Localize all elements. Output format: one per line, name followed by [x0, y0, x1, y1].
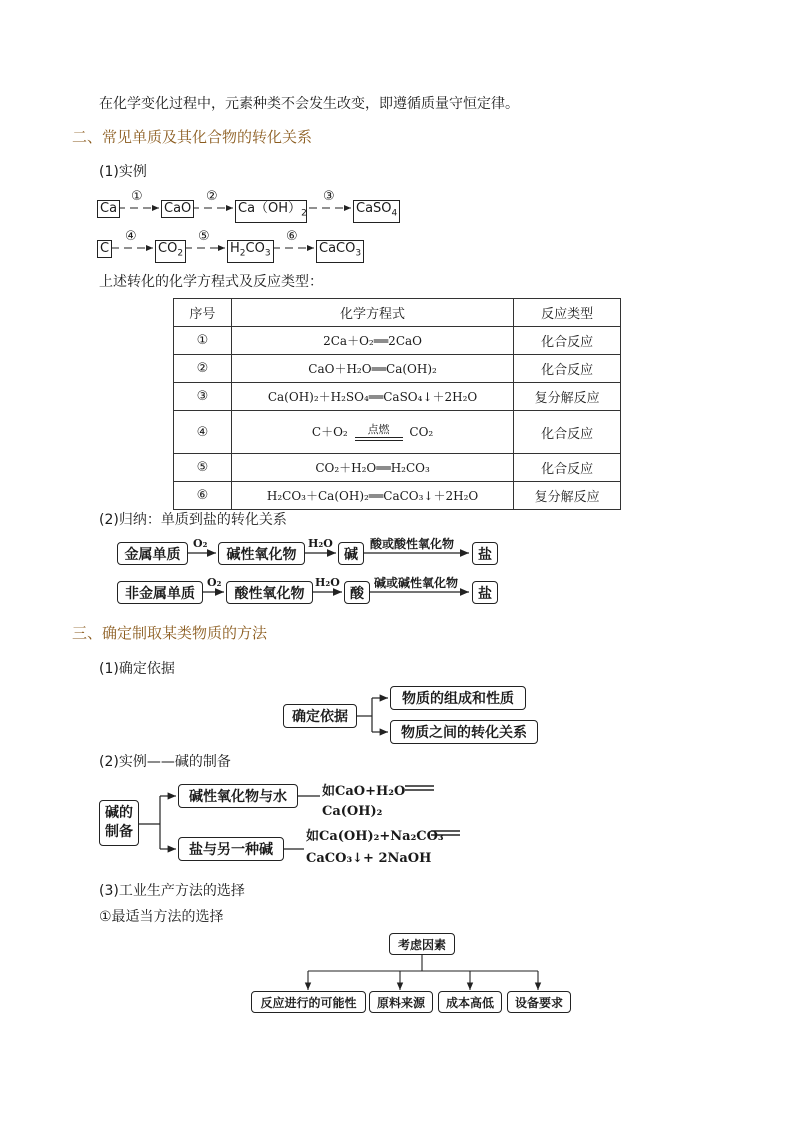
table-intro: 上述转化的化学方程式及反应类型：: [99, 274, 323, 290]
flow-metal-box-2: 碱性氧化物: [218, 542, 305, 565]
base-prep-root-box: [99, 800, 139, 846]
intro-text: 在化学变化过程中，元素种类不会发生改变，即遵循质量守恒定律。: [99, 96, 519, 112]
chain2-step-4: ④: [125, 229, 137, 244]
row-equation: Ca(OH)₂＋H₂SO₄══CaSO₄↓＋2H₂O: [231, 383, 513, 411]
row-no: ②: [174, 355, 232, 383]
chain2-item-caco3: CaCO$_3$: [316, 240, 364, 263]
row-no: ④: [174, 411, 232, 454]
factor-box-1: 反应进行的可能性: [251, 991, 366, 1013]
flow-nonmetal-label-1: O₂: [207, 576, 222, 589]
factor-box-3: 成本高低: [438, 991, 502, 1013]
basis-root-box: 确定依据: [283, 704, 357, 728]
row-equation: 2Ca＋O₂══2CaO: [231, 327, 513, 355]
chain2-step-5: ⑤: [198, 229, 210, 244]
table-row: [174, 327, 621, 355]
chain1-item-caso4: CaSO$_4$: [353, 200, 400, 223]
table-row: [174, 454, 621, 482]
chain1-step-1: ①: [131, 189, 143, 204]
summary-label: (2)归纳：单质到盐的转化关系: [99, 512, 287, 528]
flow-nonmetal-box-1: 非金属单质: [117, 581, 203, 604]
row-type: 化合反应: [514, 454, 621, 482]
chain2-item-h2co3: $H_2CO_3$: [227, 240, 274, 263]
eq-left: C＋O₂: [311, 425, 348, 439]
eq-right: CO₂: [409, 425, 434, 439]
row-no: ⑥: [174, 482, 232, 510]
base-prep-branch-1: 碱性氧化物与水: [178, 784, 298, 808]
row-type: 复分解反应: [514, 383, 621, 411]
base-prep-eq2-line2: CaCO₃↓+ 2NaOH: [306, 851, 432, 866]
header-equation: 化学方程式: [231, 299, 513, 327]
flow-metal-label-3: 酸或酸性氧化物: [370, 537, 455, 551]
factor-box-2: 原料来源: [369, 991, 433, 1013]
chain1-item-caoh2: $Ca(OH)_2$: [235, 200, 307, 223]
chain1-item-ca: Ca: [97, 200, 120, 218]
table-header-row: [174, 299, 621, 327]
row-equation: H₂CO₃＋Ca(OH)₂══CaCO₃↓＋2H₂O: [231, 482, 513, 510]
chain2-step-6: ⑥: [286, 229, 298, 244]
basis-label: (1)确定依据: [99, 661, 175, 677]
flow-metal-box-1: 金属单质: [117, 542, 188, 565]
flow-metal-label-2: H₂O: [308, 537, 333, 550]
row-equation: [231, 411, 513, 454]
flow-nonmetal-label-2: H₂O: [315, 576, 340, 589]
condition-arrow: [355, 424, 403, 441]
flow-nonmetal-box-2: 酸性氧化物: [226, 581, 313, 604]
header-type: 反应类型: [514, 299, 621, 327]
header-no: 序号: [174, 299, 232, 327]
chain1-item-cao: CaO: [161, 200, 194, 218]
table-row: [174, 355, 621, 383]
table-row: [174, 383, 621, 411]
flow-nonmetal-box-3: 酸: [344, 581, 370, 604]
example-label: (1)实例: [99, 164, 147, 180]
flow-metal-box-3: 碱: [338, 542, 364, 565]
reaction-table: [173, 298, 621, 510]
row-equation: CaO＋H₂O══Ca(OH)₂: [231, 355, 513, 383]
base-prep-branch-2: 盐与另一种碱: [178, 837, 284, 861]
chain2-item-c: C: [97, 240, 112, 258]
basis-branch-2: 物质之间的转化关系: [390, 720, 538, 744]
base-prep-eq1-line2: Ca(OH)₂: [322, 804, 383, 819]
base-prep-eq1-line1: 如CaO+H₂O: [322, 784, 406, 799]
basis-branch-1: 物质的组成和性质: [390, 686, 526, 710]
row-type: 复分解反应: [514, 482, 621, 510]
section2-heading: 二、常见单质及其化合物的转化关系: [72, 128, 313, 146]
row-type: 化合反应: [514, 327, 621, 355]
row-no: ③: [174, 383, 232, 411]
root-line-1: 碱的: [105, 805, 133, 821]
factors-root-box: 考虑因素: [389, 933, 455, 955]
row-no: ①: [174, 327, 232, 355]
base-prep-label: (2)实例——碱的制备: [99, 754, 231, 770]
chain2-item-co2: $CO_2$: [155, 240, 186, 263]
table-row: [174, 482, 621, 510]
row-type: 化合反应: [514, 355, 621, 383]
best-method-label: ①最适当方法的选择: [99, 909, 224, 925]
chain1-step-2: ②: [206, 189, 218, 204]
root-line-2: 制备: [105, 824, 133, 840]
table-row: [174, 411, 621, 454]
row-equation: CO₂＋H₂O══H₂CO₃: [231, 454, 513, 482]
eq-condition: 点燃: [355, 424, 403, 438]
factor-box-4: 设备要求: [507, 991, 571, 1013]
flow-metal-box-4: 盐: [472, 542, 498, 565]
flow-nonmetal-label-3: 碱或碱性氧化物: [374, 576, 459, 590]
section3-heading: 三、确定制取某类物质的方法: [72, 624, 268, 642]
base-prep-eq2-line1: 如Ca(OH)₂+Na₂CO₃: [306, 829, 444, 844]
flow-metal-label-1: O₂: [193, 537, 208, 550]
row-no: ⑤: [174, 454, 232, 482]
flow-nonmetal-box-4: 盐: [472, 581, 498, 604]
row-type: 化合反应: [514, 411, 621, 454]
industry-label: (3)工业生产方法的选择: [99, 883, 245, 899]
chain1-step-3: ③: [323, 189, 335, 204]
